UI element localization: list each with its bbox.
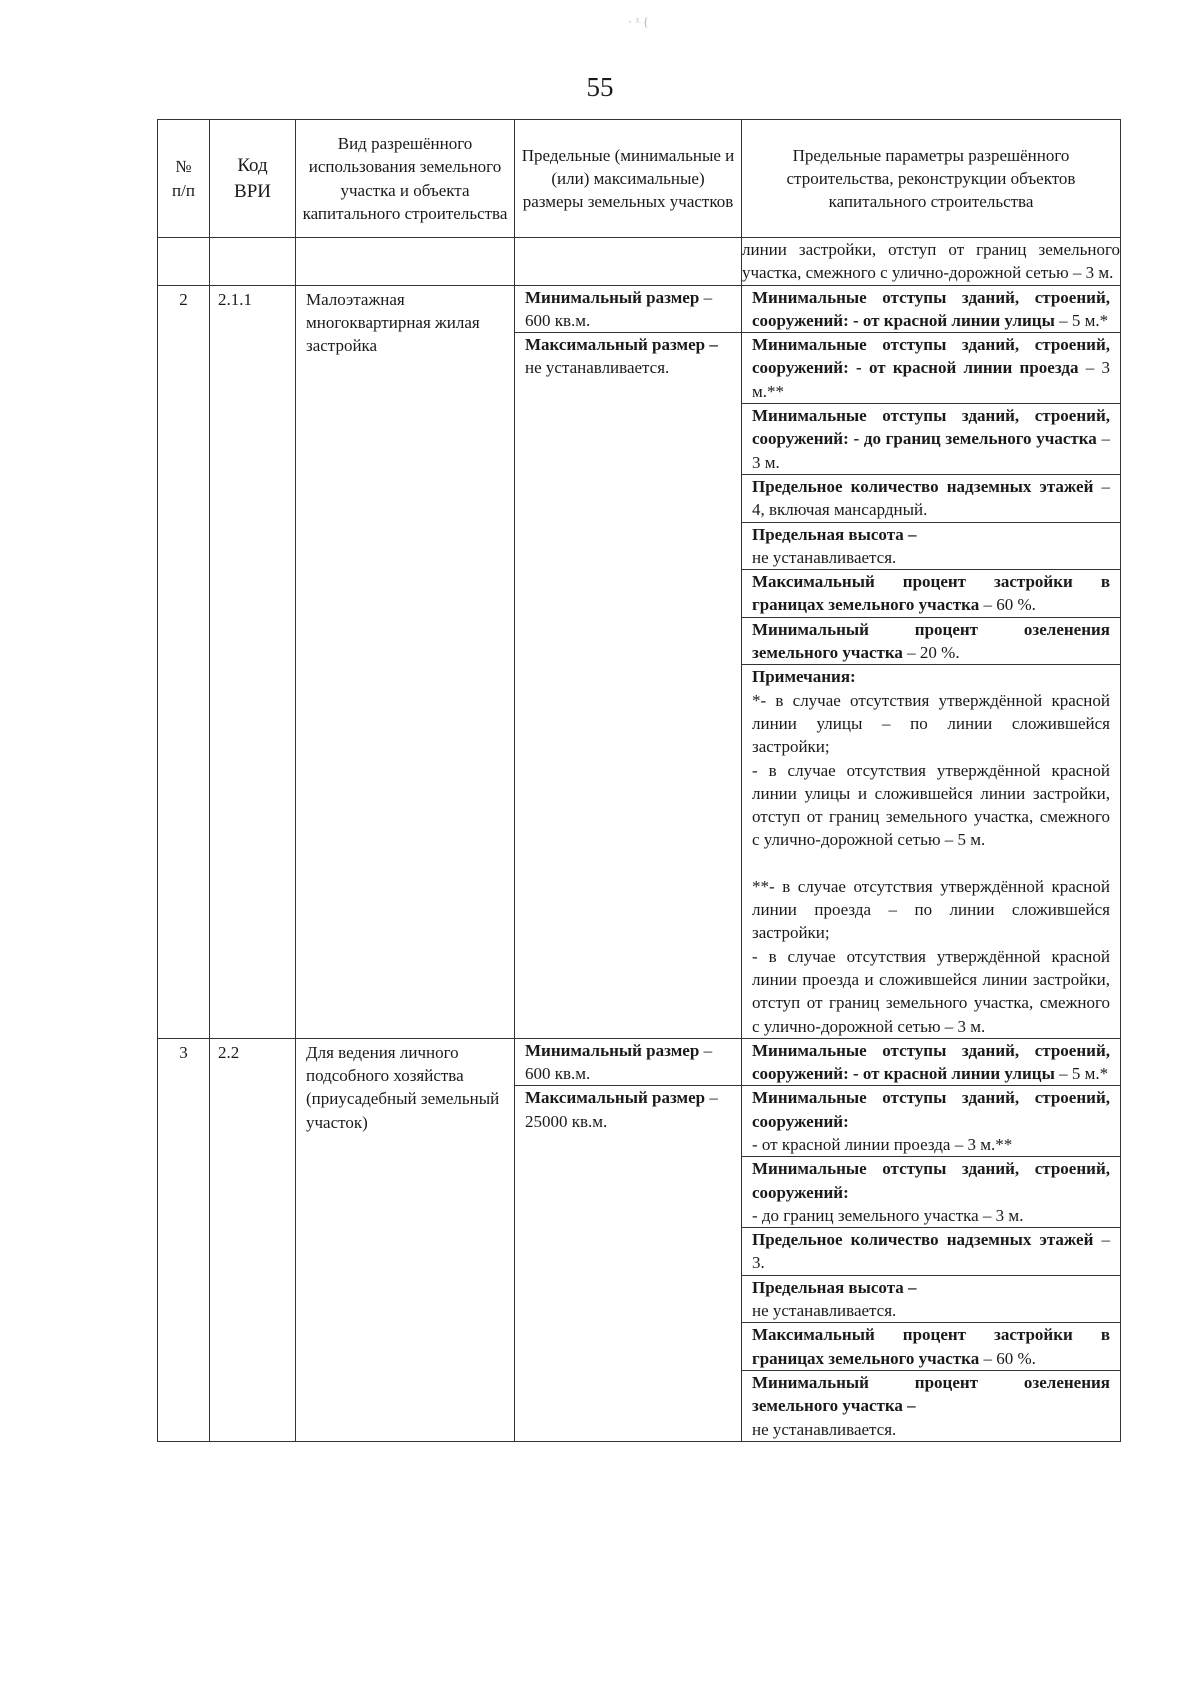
header-num: № п/п bbox=[158, 120, 210, 238]
param-item: Минимальные отступы зданий, строений, сооружений: - от красной линии проезда – 3 м.** bbox=[742, 1086, 1120, 1157]
row-code: 2.2 bbox=[210, 1038, 296, 1441]
param-item: Минимальные отступы зданий, строений, сооружений: - до границ земельного участка – 3 м. bbox=[742, 404, 1120, 475]
row-use-type: Малоэтажная многоквартирная жилая застройка bbox=[296, 285, 515, 1038]
note-text: - в случае отсутствия утверждённой красной линии проезда и сложившейся линии застройки, отступ от границ земельного участка, смежного с улично-дорожной сетью – 3 м. bbox=[752, 946, 1110, 1036]
continuation-text: линии застройки, отступ от границ земельного участка, смежного с улично-дорожной сетью – 3 м. bbox=[742, 238, 1121, 286]
min-size: Минимальный размер – 600 кв.м. bbox=[515, 1039, 741, 1087]
param-item: Минимальные отступы зданий, строений, сооружений: - от красной линии улицы – 5 м.* bbox=[742, 1039, 1120, 1087]
table-row bbox=[158, 238, 1121, 286]
table-row bbox=[158, 1038, 1121, 1441]
param-item: Минимальные отступы зданий, строений, сооружений: - от красной линии улицы – 5 м.* bbox=[742, 286, 1120, 334]
param-item: Минимальные отступы зданий, строений, сооружений: - от красной линии проезда – 3 м.** bbox=[742, 333, 1120, 404]
note-text: *- в случае отсутствия утверждённой красной линии улицы – по линии сложившейся застройки; bbox=[752, 690, 1110, 757]
page-number: 55 bbox=[586, 72, 614, 102]
param-item: Максимальный процент застройки в границах земельного участка – 60 %. bbox=[742, 1323, 1120, 1371]
row-code: 2.1.1 bbox=[210, 285, 296, 1038]
param-item: Минимальный процент озеленения земельного участка – не устанавливается. bbox=[752, 1372, 1110, 1439]
param-item: Предельная высота – не устанавливается. bbox=[742, 1276, 1120, 1324]
param-item: Предельное количество надземных этажей – 4, включая мансардный. bbox=[742, 475, 1120, 523]
scan-mark: · ˣ { bbox=[628, 14, 649, 29]
max-size: Максимальный размер – не устанавливается. bbox=[525, 335, 718, 378]
note-text: - в случае отсутствия утверждённой красной линии улицы и сложившейся линии застройки, отступ от границ земельного участка, смежного с улично-дорожной сетью – 5 м. bbox=[752, 760, 1110, 850]
row-number: 3 bbox=[158, 1038, 210, 1441]
note-text: **- в случае отсутствия утверждённой красной линии проезда – по линии сложившейся застройки; bbox=[752, 876, 1110, 943]
row-use-type: Для ведения личного подсобного хозяйства (приусадебный земельный участок) bbox=[296, 1038, 515, 1441]
header-size: Предельные (минимальные и (или) максимальные) размеры земельных участков bbox=[515, 120, 742, 238]
param-item: Максимальный процент застройки в границах земельного участка – 60 %. bbox=[742, 570, 1120, 618]
header-params: Предельные параметры разрешённого строительства, реконструкции объектов капитального строительства bbox=[742, 120, 1121, 238]
min-size: Минимальный размер – 600 кв.м. bbox=[515, 286, 741, 334]
row-size-limits bbox=[515, 1038, 742, 1441]
table-row bbox=[158, 285, 1121, 1038]
row-size-limits bbox=[515, 285, 742, 1038]
param-item: Минимальные отступы зданий, строений, сооружений: - до границ земельного участка – 3 м. bbox=[742, 1157, 1120, 1228]
param-item: Минимальный процент озеленения земельного участка – 20 %. bbox=[742, 618, 1120, 666]
notes-title: Примечания: bbox=[752, 667, 856, 687]
param-item: Предельное количество надземных этажей – 3. bbox=[742, 1228, 1120, 1276]
land-use-table bbox=[157, 119, 1121, 1442]
table-header-row bbox=[158, 120, 1121, 238]
header-type: Вид разрешённого использования земельного участка и объекта капитального строительства bbox=[296, 120, 515, 238]
row-number: 2 bbox=[158, 285, 210, 1038]
param-item: Предельная высота – не устанавливается. bbox=[742, 523, 1120, 571]
max-size: Максимальный размер – 25000 кв.м. bbox=[525, 1088, 718, 1131]
row-parameters bbox=[742, 1038, 1121, 1441]
header-code: Код ВРИ bbox=[210, 120, 296, 238]
notes-block bbox=[742, 665, 1120, 1037]
row-parameters bbox=[742, 285, 1121, 1038]
